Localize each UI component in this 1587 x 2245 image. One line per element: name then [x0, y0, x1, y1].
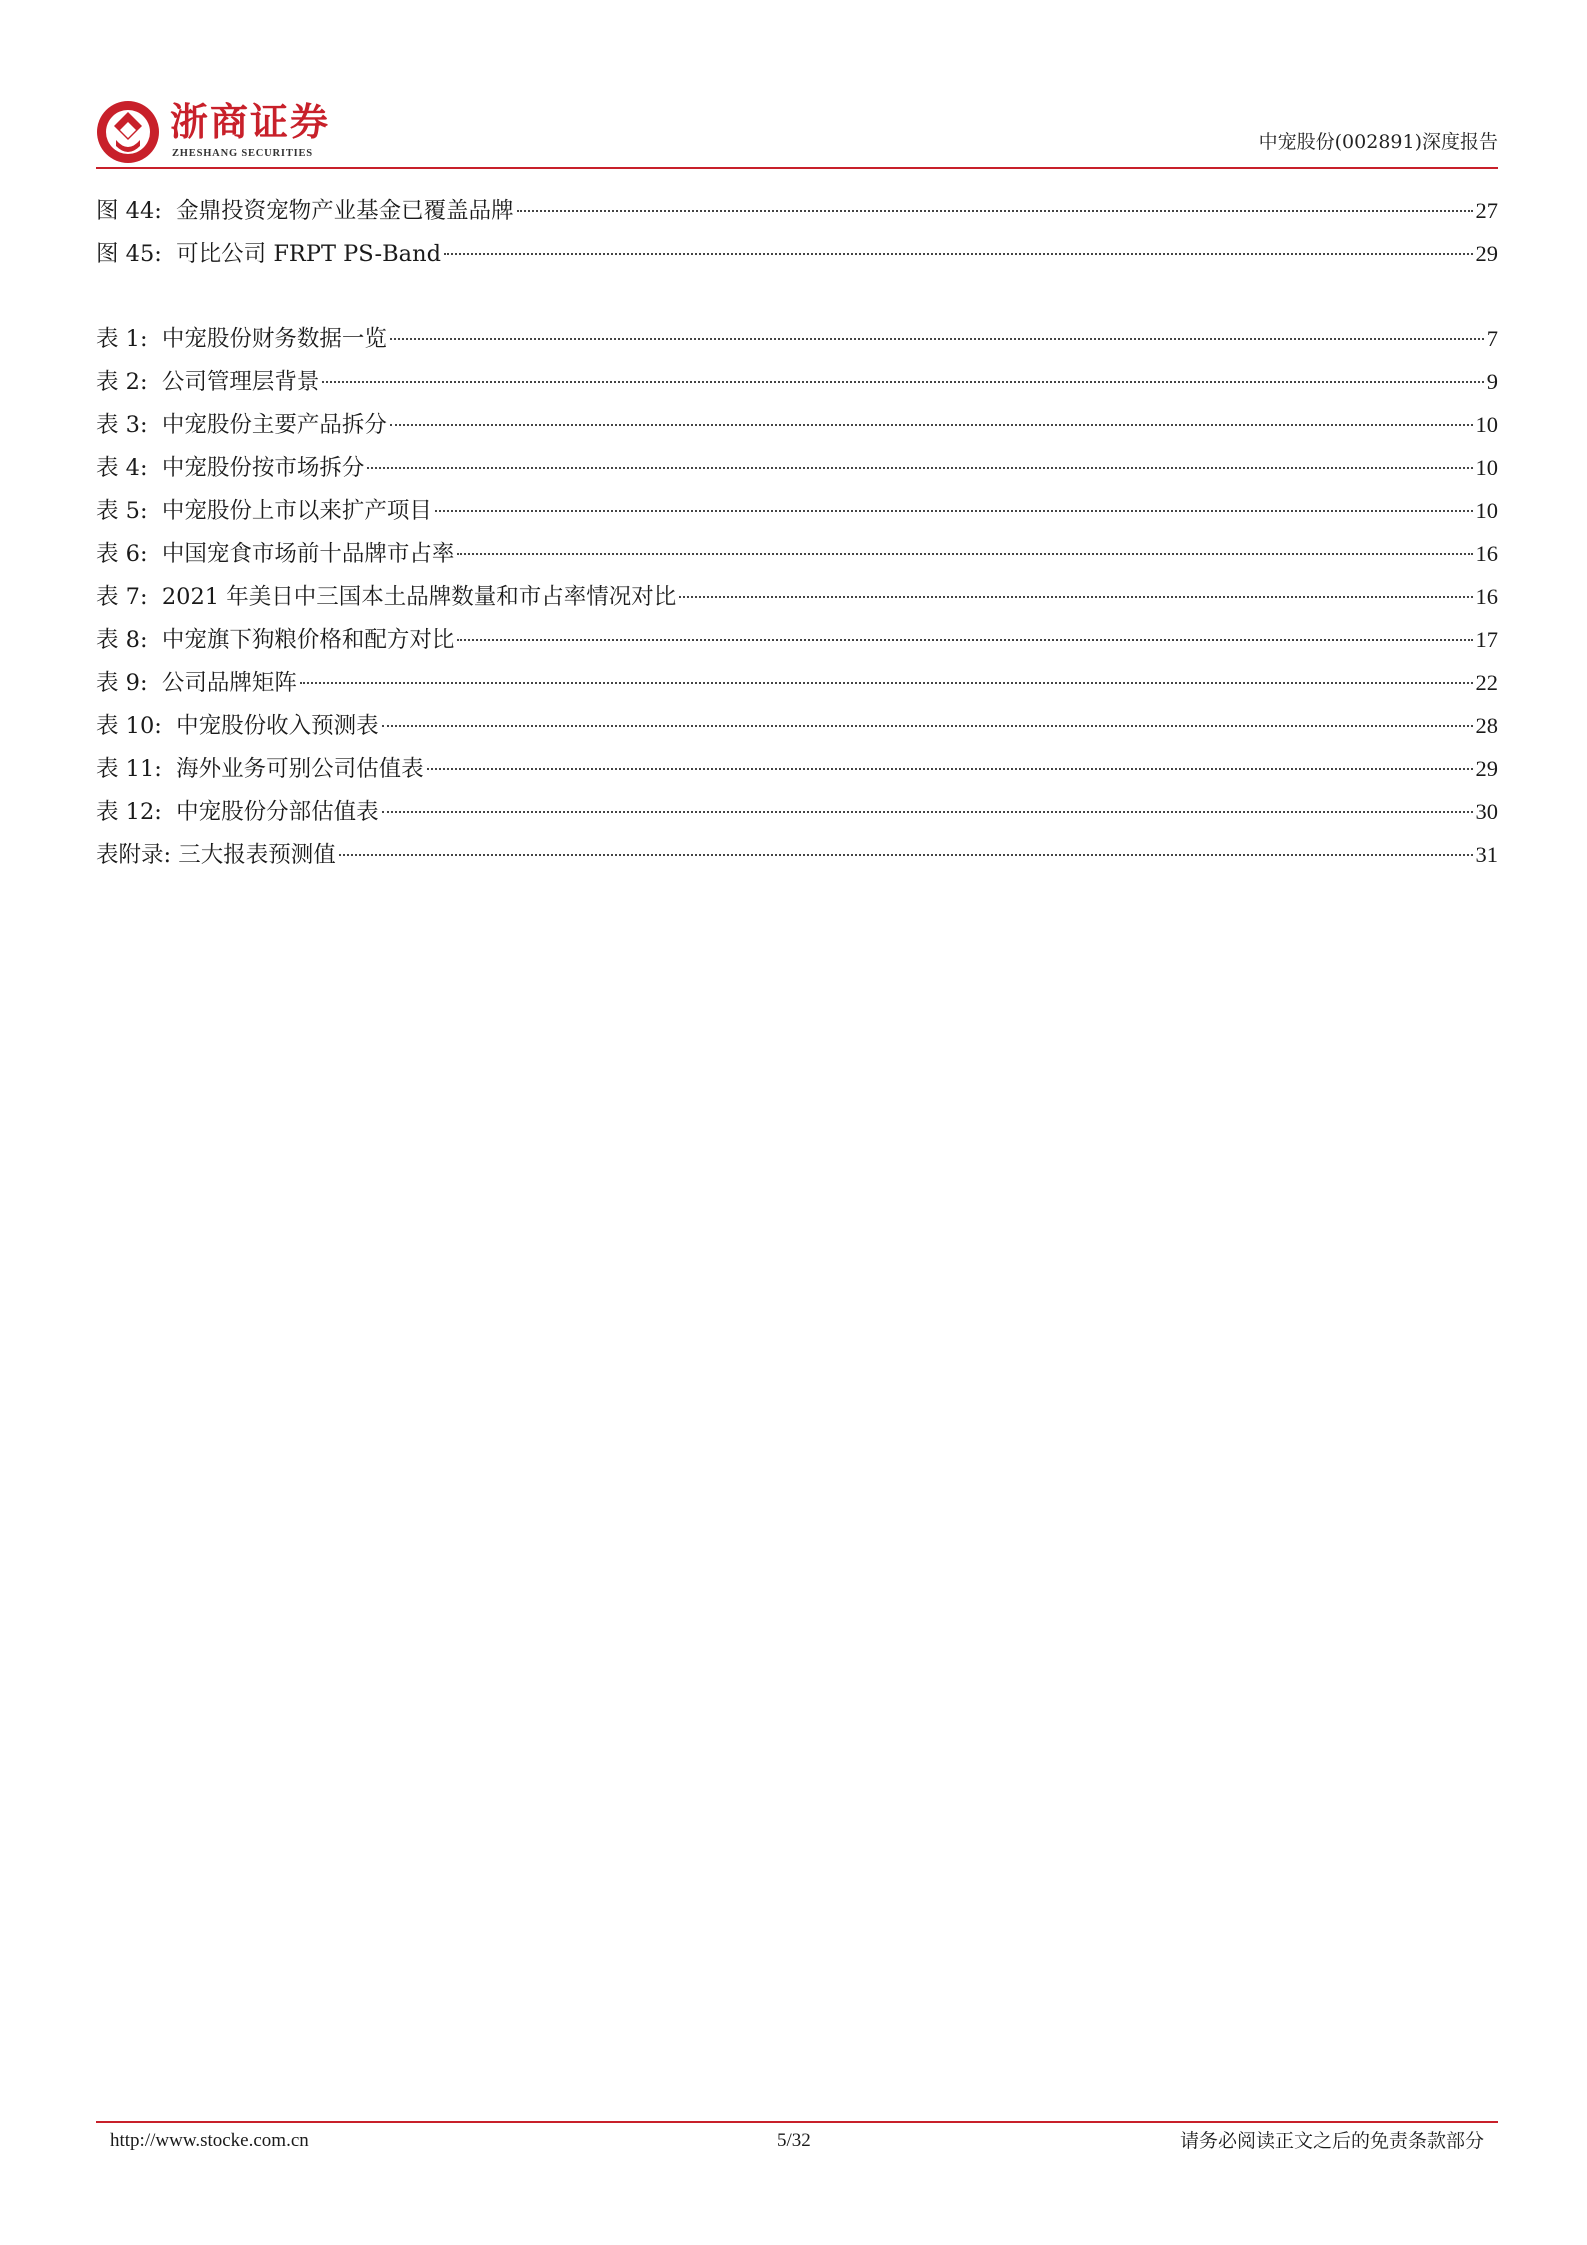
toc-dot-leader	[322, 381, 1483, 383]
toc-entry-page: 9	[1486, 369, 1498, 394]
toc-entry[interactable]	[96, 446, 1498, 489]
toc-entry[interactable]	[96, 360, 1498, 403]
toc-entry-label: 表 7: 2021 年美日中三国本土品牌数量和市占率情况对比	[96, 584, 677, 610]
toc-entry-label: 表 3: 中宠股份主要产品拆分	[96, 412, 387, 438]
zheshang-logo-icon	[96, 100, 160, 164]
toc-entry-page: 10	[1475, 455, 1498, 480]
toc-dot-leader	[517, 210, 1473, 212]
toc-dot-leader	[457, 553, 1472, 555]
toc-entry-page: 7	[1486, 326, 1498, 351]
toc-entry-label: 表 10: 中宠股份收入预测表	[96, 713, 379, 739]
footer-website-link[interactable]: http://www.stocke.com.cn	[110, 2130, 309, 2151]
toc-entry[interactable]	[96, 575, 1498, 618]
toc-entry-label: 表附录: 三大报表预测值	[96, 842, 336, 868]
toc-entry-label: 表 8: 中宠旗下狗粮价格和配方对比	[96, 627, 455, 653]
toc-entry-label: 图 45: 可比公司 FRPT PS-Band	[96, 241, 441, 267]
header-divider	[96, 167, 1498, 169]
toc-entry-page: 30	[1475, 799, 1498, 824]
toc-dot-leader	[435, 510, 1473, 512]
toc-entry[interactable]	[96, 618, 1498, 661]
toc-entry[interactable]	[96, 704, 1498, 747]
toc-entry-label: 图 44: 金鼎投资宠物产业基金已覆盖品牌	[96, 198, 514, 224]
report-title: 中宠股份(002891)深度报告	[1258, 131, 1498, 153]
toc-entry[interactable]	[96, 189, 1498, 232]
toc-entry-page: 10	[1475, 412, 1498, 437]
toc-entry-page: 28	[1475, 713, 1498, 738]
toc-dot-leader	[444, 253, 1473, 255]
toc-entry[interactable]	[96, 317, 1498, 360]
toc-dot-leader	[339, 854, 1473, 856]
toc-dot-leader	[679, 596, 1472, 598]
toc-entry-label: 表 5: 中宠股份上市以来扩产项目	[96, 498, 432, 524]
toc-entry[interactable]	[96, 747, 1498, 790]
toc-dot-leader	[382, 811, 1473, 813]
toc-dot-leader	[367, 467, 1472, 469]
toc-entry-label: 表 9: 公司品牌矩阵	[96, 670, 297, 696]
toc-dot-leader	[457, 639, 1472, 641]
toc-entry[interactable]	[96, 489, 1498, 532]
toc-entry[interactable]	[96, 232, 1498, 275]
toc-entry-label: 表 11: 海外业务可别公司估值表	[96, 756, 424, 782]
page-footer	[96, 2125, 1498, 2157]
toc-dot-leader	[427, 768, 1473, 770]
toc-entry-label: 表 6: 中国宠食市场前十品牌市占率	[96, 541, 455, 567]
toc-entry-page: 16	[1475, 584, 1498, 609]
toc-entry-page: 31	[1475, 842, 1498, 867]
toc-entry-page: 29	[1475, 241, 1498, 266]
toc-entry-page: 27	[1475, 198, 1498, 223]
footer-disclaimer: 请务必阅读正文之后的免责条款部分	[1179, 2130, 1484, 2152]
logo-chinese-name: 浙商证券	[170, 100, 331, 144]
toc-entry[interactable]	[96, 833, 1498, 876]
toc-entry-page: 29	[1475, 756, 1498, 781]
toc-entry-label: 表 1: 中宠股份财务数据一览	[96, 326, 387, 352]
toc-entry-page: 17	[1475, 627, 1498, 652]
page-header	[96, 96, 1498, 172]
toc-entry-label: 表 12: 中宠股份分部估值表	[96, 799, 379, 825]
toc-dot-leader	[390, 338, 1484, 340]
toc-entry-page: 10	[1475, 498, 1498, 523]
footer-page-number: 5/32	[777, 2130, 811, 2151]
toc-entry[interactable]	[96, 403, 1498, 446]
toc-entry[interactable]	[96, 790, 1498, 833]
toc-dot-leader	[300, 682, 1473, 684]
toc-entry[interactable]	[96, 661, 1498, 704]
toc-entry-label: 表 2: 公司管理层背景	[96, 369, 320, 395]
toc-entry-page: 22	[1475, 670, 1498, 695]
toc-entry-page: 16	[1475, 541, 1498, 566]
logo-english-name: ZHESHANG SECURITIES	[172, 148, 313, 159]
footer-divider	[96, 2121, 1498, 2123]
toc-dot-leader	[390, 424, 1473, 426]
toc-entry[interactable]	[96, 532, 1498, 575]
toc-dot-leader	[382, 725, 1473, 727]
toc-entry-label: 表 4: 中宠股份按市场拆分	[96, 455, 365, 481]
